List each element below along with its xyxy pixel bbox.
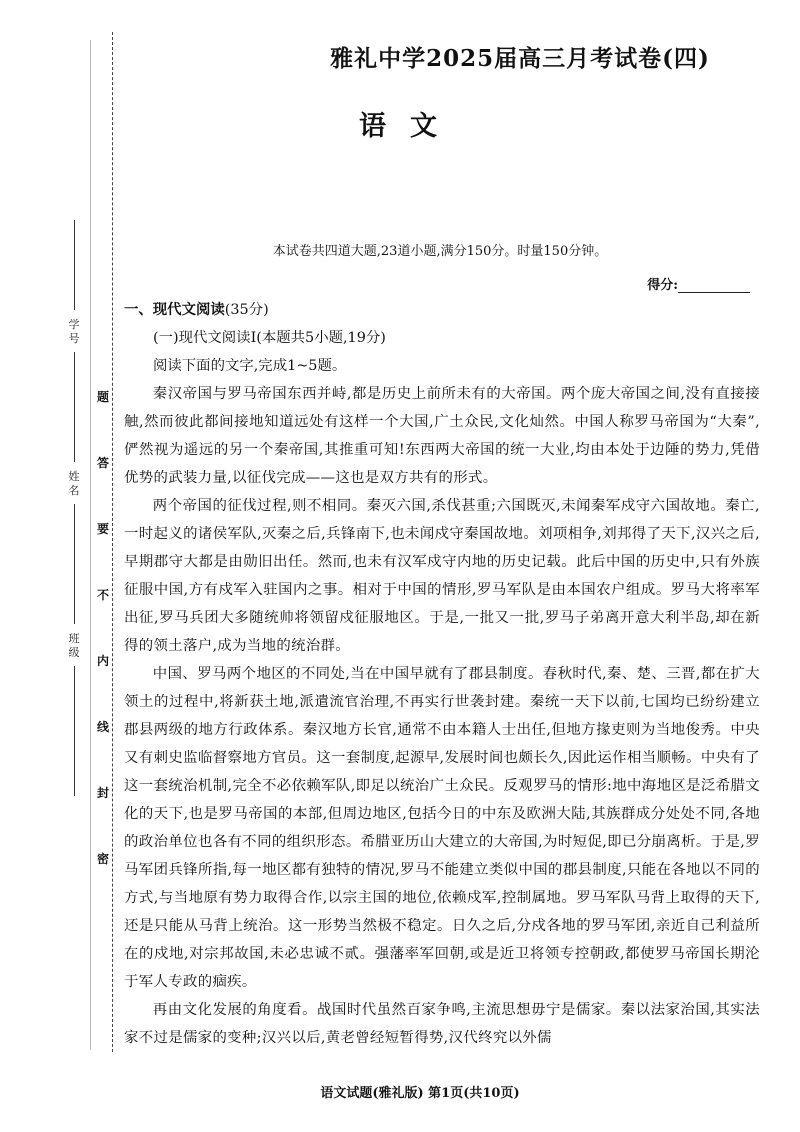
section-heading [124,296,760,324]
score-label: 得分: [647,278,678,293]
seal-dashed-line [112,32,113,1052]
subject-title: 语文 [359,111,461,142]
section-score: (35分) [224,302,269,318]
seal-char: 题 [96,390,109,404]
subsection-heading: (一)现代文阅读Ⅰ(本题共5小题,19分) [153,330,386,346]
passage-paragraph: 中国、罗马两个地区的不同处,当在中国早就有了郡县制度。春秋时代,秦、楚、三晋,都在扩大领土的过程中,将新获土地,派遣流官治理,不再实行世袭封建。秦统一天下以前,七国均已纷纷建立郡县两级的地方行政体系。秦汉地方长官,通常不由本籍人士出任,但地方掾吏则为当地俊秀。中央又有刺史监临督察地方官员。这一套制度,起源早,发展时间也颇长久,因此运作相当顺畅。中央有了这一套统治机制,完全不必依赖军队,即足以统治广土众民。反观罗马的情形:地中海地区是泛希腊文化的天下,也是罗马帝国的本部,但周边地区,包括今日的中东及欧洲大陆,其族群成分处处不同,各地的政治单位也各有不同的组织形态。希腊亚历山大建立的大帝国,为时短促,即已分崩离析。于是,罗马军团兵锋所指,每一地区都有独特的情况,罗马不能建立类似中国的郡县制度,只能在各地以不同的方式,与当地原有势力取得合作,以宗主国的地位,依赖戍军,控制属地。罗马军队马背上取得的天下,还是只能从马背上统治。这一形势当然极不稳定。日久之后,分戍各地的罗马军团,亲近自己利益所在的戍地,对宗邦故国,未必忠诚不贰。强藩率军回朝,或是近卫将领专控朝政,都使罗马帝国长期沦于军人专政的痼疾。 [124,666,760,990]
info-blank-line [74,666,75,796]
seal-char: 线 [96,720,109,734]
school-title: 雅礼中学2025届高三月考试卷(四) [330,45,710,72]
seal-notice [96,390,110,918]
seal-char: 密 [96,852,109,866]
info-blank-line [74,220,75,310]
field-name: 姓名 [68,470,80,497]
seal-char: 答 [96,456,109,470]
page-footer: 语文试题(雅礼版) 第1页(共10页) [320,1086,520,1101]
passage-paragraph: 秦汉帝国与罗马帝国东西并峙,都是历史上前所未有的大帝国。两个庞大帝国之间,没有直接接触,然而彼此都间接地知道远处有这样一个大国,广土众民,文化灿然。中国人称罗马帝国为“大秦”,俨然视为遥远的另一个秦帝国,其推重可知!东西两大帝国的统一大业,均由本处于边陲的势力,凭借优势的武装力量,以征伐完成——这也是双方共有的形式。 [124,386,760,486]
reading-instruction: 阅读下面的文字,完成1~5题。 [153,358,347,374]
student-info-column [66,220,82,804]
score-box [560,274,750,293]
seal-char: 要 [96,522,109,536]
passage-paragraph: 再由文化发展的角度看。战国时代虽然百家争鸣,主流思想毋宁是儒家。秦以法家治国,其实法家不过是儒家的变种;汉兴以后,黄老曾经短暂得势,汉代终究以外儒 [124,1002,760,1046]
exam-info: 本试卷共四道大题,23道小题,满分150分。时量150分钟。 [272,244,608,259]
section-title: 一、现代文阅读 [124,301,225,318]
section-modern-reading [124,296,760,1052]
seal-char: 内 [96,654,109,668]
info-blank-line [74,504,75,624]
info-blank-line [74,352,75,462]
passage-paragraph: 两个帝国的征伐过程,则不相同。秦灭六国,杀伐甚重;六国既灭,未闻秦军戍守六国故地。秦亡,一时起义的诸侯军队,灭秦之后,兵锋南下,也未闻戍守秦国故地。刘项相争,刘邦得了天下,汉兴之后,早期郡守大都是由勋旧出任。然而,也未有汉军戍守内地的历史记载。此后中国的历史中,只有外族征服中国,方有戍军入驻国内之事。相对于中国的情形,罗马军队是由本国农户组成。罗马大将率军出征,罗马兵团大多随统帅将领留戍征服地区。于是,一批又一批,罗马子弟离开意大利半岛,却在新得的领土落户,成为当地的统治群。 [124,498,760,654]
score-blank [678,280,750,293]
field-student-id: 学号 [68,318,80,345]
seal-char: 不 [96,588,109,602]
seal-char: 封 [96,786,109,800]
binding-border [90,40,91,1050]
field-class: 班级 [68,632,80,659]
